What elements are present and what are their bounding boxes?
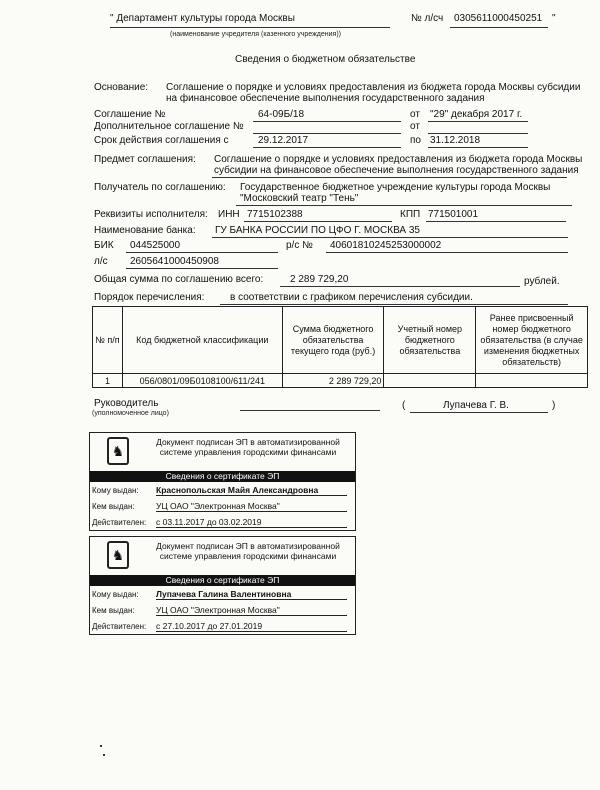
cell-account-number — [384, 374, 476, 388]
additional-from-label: от — [410, 121, 420, 132]
term-from: 29.12.2017 — [258, 135, 309, 146]
agreement-from-label: от — [410, 109, 420, 120]
basis-label: Основание: — [94, 82, 149, 93]
e-signature-stamp — [89, 432, 356, 531]
stamp-signed-text: Документ подписан ЭП в автоматизированной системе управления городскими финансами — [156, 437, 340, 457]
name-close-paren: ) — [552, 400, 556, 411]
ls-underline — [126, 268, 278, 269]
inn-underline — [244, 221, 392, 222]
issued-by-value: УЦ ОАО "Электронная Москва" — [156, 605, 280, 615]
term-from-underline — [253, 147, 401, 148]
signer-name: Лупачева Г. В. — [443, 400, 509, 411]
cert-header: Сведения о сертификате ЭП — [90, 575, 355, 586]
cert-row — [90, 618, 355, 634]
valid-value: с 03.11.2017 до 03.02.2019 — [156, 517, 262, 527]
issued-by-label: Кем выдан: — [92, 502, 135, 511]
header-num: № п/п — [93, 307, 123, 374]
subject-line2: субсидии на финансовое обеспечение выполнения государственного задания — [214, 165, 579, 176]
table-header-row — [93, 307, 588, 374]
cert-row — [90, 602, 355, 618]
recipient-label: Получатель по соглашению: — [94, 182, 226, 193]
additional-number-underline — [253, 133, 401, 134]
valid-underline — [156, 631, 347, 632]
header-amount: Сумма бюджетного обязательства текущего года (руб.) — [282, 307, 384, 374]
transfer-value: в соответствии с графиком перечисления субсидии. — [230, 292, 473, 303]
cert-row — [90, 482, 355, 498]
recipient-line1: Государственное бюджетное учреждение культуры города Москвы — [240, 182, 551, 193]
valid-underline — [156, 527, 347, 528]
term-label: Срок действия соглашения с — [94, 135, 229, 146]
transfer-underline — [220, 304, 568, 305]
bank-name: ГУ БАНКА РОССИИ ПО ЦФО Г. МОСКВА 35 — [215, 225, 420, 236]
cell-amount: 2 289 729,20 — [282, 374, 384, 388]
subject-underline — [212, 177, 567, 178]
issued-by-value: УЦ ОАО "Электронная Москва" — [156, 501, 280, 511]
stamp-signed-text: Документ подписан ЭП в автоматизированной системе управления городскими финансами — [156, 541, 340, 561]
cell-num: 1 — [93, 374, 123, 388]
requisites-label: Реквизиты исполнителя: — [94, 209, 208, 220]
basis-line1: Соглашение о порядке и условиях предоставления из бюджета города Москвы субсидии — [166, 82, 581, 93]
cell-kbk: 056/0801/09Б0108100/611/241 — [122, 374, 282, 388]
department-name: " Департамент культуры города Москвы — [110, 13, 295, 24]
rs-value: 40601810245253000002 — [330, 240, 442, 251]
agreement-number-label: Соглашение № — [94, 109, 166, 120]
header-previous-number: Ранее присвоенный номер бюджетного обязательства (в случае изменения бюджетных обязательств) — [476, 307, 588, 374]
cert-row — [90, 514, 355, 530]
bik-underline — [126, 252, 278, 253]
bik-label: БИК — [94, 240, 114, 251]
issued-to-label: Кому выдан: — [92, 590, 139, 599]
agreement-number: 64-09Б/18 — [258, 109, 305, 120]
issued-to-value: Лупачева Галина Валентиновна — [156, 589, 292, 599]
term-to-label: по — [410, 135, 421, 146]
transfer-label: Порядок перечисления: — [94, 292, 205, 303]
table-row — [93, 374, 588, 388]
subject-label: Предмет соглашения: — [94, 154, 196, 165]
kpp-value: 771501001 — [428, 209, 479, 220]
total-label: Общая сумма по соглашению всего: — [94, 274, 264, 285]
scan-speck — [100, 745, 102, 747]
header-kbk: Код бюджетной классификации — [122, 307, 282, 374]
issued-by-underline — [156, 511, 347, 512]
term-to-underline — [428, 147, 528, 148]
issued-to-value: Краснопольская Майя Александровна — [156, 485, 319, 495]
rs-underline — [326, 252, 568, 253]
header-account-number: Учетный номер бюджетного обязательства — [384, 307, 476, 374]
bank-label: Наименование банка: — [94, 225, 196, 236]
account-number: 0305611000450251 — [454, 13, 543, 24]
bank-underline — [212, 237, 568, 238]
kpp-underline — [426, 221, 566, 222]
ls-label: л/с — [94, 256, 108, 267]
account-label: № л/сч — [411, 13, 444, 24]
ls-value: 2605641000450908 — [130, 256, 219, 267]
additional-agreement-label: Дополнительное соглашение № — [94, 121, 244, 132]
valid-value: с 27.10.2017 до 27.01.2019 — [156, 621, 263, 631]
cert-header: Сведения о сертификате ЭП — [90, 471, 355, 482]
additional-date-underline — [428, 133, 528, 134]
issued-to-label: Кому выдан: — [92, 486, 139, 495]
total-currency: рублей. — [524, 276, 560, 287]
inn-label: ИНН — [218, 209, 240, 220]
department-underline — [110, 27, 390, 28]
inn-value: 7715102388 — [247, 209, 303, 220]
obligation-table — [92, 306, 588, 388]
agreement-date: "29" декабря 2017 г. — [430, 109, 523, 120]
recipient-underline — [236, 205, 572, 206]
scan-speck — [103, 754, 105, 756]
valid-label: Действителен: — [92, 622, 147, 631]
agreement-number-underline — [253, 121, 401, 122]
total-value: 2 289 729,20 — [290, 274, 349, 285]
recipient-line2: "Московский театр "Тень" — [240, 193, 359, 204]
account-underline — [450, 27, 548, 28]
page-title: Сведения о бюджетном обязательстве — [235, 54, 416, 65]
name-open-paren: ( — [402, 400, 406, 411]
signature-line — [240, 410, 380, 411]
agreement-date-underline — [428, 121, 528, 122]
e-signature-stamp — [89, 536, 356, 635]
signer-name-underline — [410, 412, 548, 413]
total-underline — [280, 286, 520, 287]
moscow-coat-of-arms-icon: ♞ — [107, 541, 129, 569]
account-suffix: " — [552, 13, 556, 24]
cell-previous-number — [476, 374, 588, 388]
issued-to-underline — [156, 599, 347, 600]
org-caption: (наименование учредителя (казенного учреждения)) — [170, 31, 341, 38]
signer-role-caption: (уполномоченное лицо) — [92, 410, 169, 417]
valid-label: Действителен: — [92, 518, 147, 527]
kpp-label: КПП — [400, 209, 421, 220]
cert-row — [90, 498, 355, 514]
signer-role: Руководитель — [94, 398, 159, 409]
rs-label: р/с № — [286, 240, 313, 251]
issued-to-underline — [156, 495, 347, 496]
issued-by-underline — [156, 615, 347, 616]
issued-by-label: Кем выдан: — [92, 606, 135, 615]
term-to: 31.12.2018 — [430, 135, 481, 146]
cert-row — [90, 586, 355, 602]
subject-line1: Соглашение о порядке и условиях предоставления из бюджета города Москвы — [214, 154, 583, 165]
moscow-coat-of-arms-icon: ♞ — [107, 437, 129, 465]
basis-line2: на финансовое обеспечение выполнения государственного задания — [166, 93, 485, 104]
bik-value: 044525000 — [130, 240, 181, 251]
